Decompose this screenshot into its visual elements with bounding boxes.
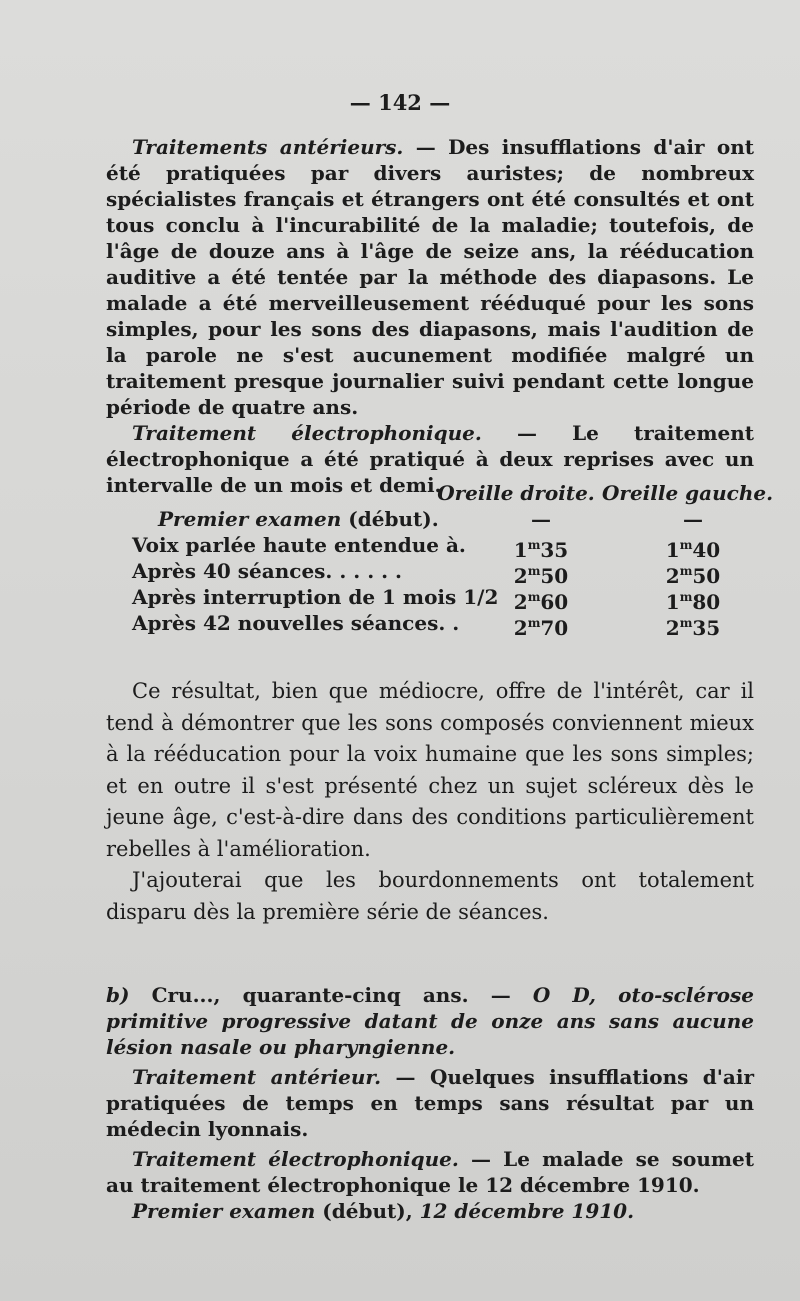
heading-previous-treatment-b: Traitement antérieur. xyxy=(132,1065,382,1089)
left-ear-value-centimeters: 40 xyxy=(692,538,721,562)
row-label: Après 40 séances. . . . . . xyxy=(132,559,403,583)
exam-label-rest: (début). xyxy=(341,507,439,531)
right-ear-value-centimeters: 35 xyxy=(540,538,569,562)
right-ear-value-centimeters: 70 xyxy=(540,616,569,640)
dash-right: — xyxy=(531,507,551,531)
discussion-paragraph-1: Ce résultat, bien que médiocre, offre de l'intérêt, car il tend à démontrer que les sons composés conviennent mieux à la rééducation pour la voix humaine que les sons simples; et en outre il s'est présenté chez un sujet scléreux dès le jeune âge, c'est-à-dire dans des conditions particulièrement rebelles à l'amélioration. xyxy=(106,679,754,861)
heading-first-exam-b: Premier examen xyxy=(132,1199,316,1223)
left-ear-value xyxy=(634,610,752,641)
left-ear-value-unit: m xyxy=(679,538,693,552)
exam-label-italic: Premier examen xyxy=(158,507,342,531)
table-row xyxy=(106,558,754,588)
paragraph-previous-treatment-b xyxy=(106,1064,754,1142)
left-ear-value-unit: m xyxy=(679,616,693,630)
case-b-label: b) xyxy=(106,983,130,1007)
dash-left: — xyxy=(683,507,703,531)
table-row xyxy=(106,584,754,614)
section-a xyxy=(106,134,754,498)
table-body xyxy=(106,532,754,640)
heading-electrophonic-b: Traitement électrophonique. xyxy=(132,1147,459,1171)
right-ear-value-unit: m xyxy=(527,564,541,578)
left-ear-value-centimeters: 80 xyxy=(692,590,721,614)
table-row xyxy=(106,532,754,562)
left-ear-value-centimeters: 50 xyxy=(692,564,721,588)
table-row xyxy=(106,610,754,640)
right-ear-value-centimeters: 50 xyxy=(540,564,569,588)
discussion-paragraph-2: J'ajouterai que les bourdonnements ont totalement disparu dès la première série de séances. xyxy=(106,868,754,924)
case-b-name: Cru..., quarante-cinq ans. — xyxy=(129,983,533,1007)
right-ear-value xyxy=(482,610,600,641)
text-electrophonic-b: — Le malade se soumet au traitement électrophonique le 12 décembre 1910. xyxy=(106,1147,754,1197)
text-previous-treatments: — Des insufflations d'air ont été pratiquées par divers auristes; de nombreux spécialistes français et étrangers ont été consultés et ont tous conclu à l'incurabilité de la maladie; toutefois, de l'âge de douze ans à l'âge de seize ans, la rééducation auditive a été tentée par la méthode des diapasons. Le malade a été merveilleusement rééduqué pour les sons simples, pour les sons des diapasons, mais l'audition de la parole ne s'est aucunement modifiée malgré un traitement presque journalier suivi pendant cette longue période de quatre ans. xyxy=(106,135,755,419)
table-header-row xyxy=(106,480,774,506)
left-ear-value-meters: 2 xyxy=(665,616,680,640)
paragraph-previous-treatments xyxy=(106,134,754,420)
left-ear-value-unit: m xyxy=(679,590,693,604)
case-b-description: O D, oto-sclérose primitive progressive datant de onze ans sans aucune lésion nasale ou pharyngienne. xyxy=(106,983,754,1059)
left-ear-value-centimeters: 35 xyxy=(692,616,721,640)
right-ear-value-meters: 1 xyxy=(513,538,528,562)
discussion xyxy=(106,676,754,928)
right-ear-value-meters: 2 xyxy=(513,564,528,588)
heading-electrophonic: Traitement électrophonique. xyxy=(132,421,482,445)
right-ear-value-unit: m xyxy=(527,616,541,630)
paragraph-first-exam-b xyxy=(106,1198,754,1224)
text-previous-treatment-b: — Quelques insufflations d'air pratiquées de temps en temps sans résultat par un médecin lyonnais. xyxy=(106,1065,755,1141)
row-label: Après interruption de 1 mois 1/2 xyxy=(132,585,499,609)
paragraph-electrophonic-b xyxy=(106,1146,754,1198)
left-ear-value-meters: 1 xyxy=(665,538,680,562)
table-row xyxy=(106,506,754,532)
right-ear-value-centimeters: 60 xyxy=(540,590,569,614)
exam-label xyxy=(158,506,439,532)
left-ear-value-meters: 1 xyxy=(665,590,680,614)
right-ear-value-meters: 2 xyxy=(513,590,528,614)
row-label: Après 42 nouvelles séances. . xyxy=(132,611,460,635)
date-first-exam-b: 12 décembre 1910. xyxy=(419,1199,635,1223)
text-first-exam-b: (début), xyxy=(315,1199,420,1223)
heading-previous-treatments: Traitements antérieurs. xyxy=(132,135,404,159)
text-electrophonic: — Le traitement électrophonique a été pratiqué à deux reprises avec un intervalle de un mois et demi. xyxy=(106,421,754,497)
left-ear-value-meters: 2 xyxy=(665,564,680,588)
section-b xyxy=(106,982,754,1224)
page-number: — 142 — xyxy=(349,90,451,115)
header-right-ear: Oreille droite. xyxy=(437,481,595,505)
row-label: Voix parlée haute entendue à. xyxy=(132,533,466,557)
right-ear-value-unit: m xyxy=(527,590,541,604)
case-b-heading xyxy=(106,982,754,1060)
hearing-table xyxy=(106,480,774,640)
right-ear-value-meters: 2 xyxy=(513,616,528,640)
left-ear-value-unit: m xyxy=(679,564,693,578)
header-left-ear: Oreille gauche. xyxy=(602,481,774,505)
right-ear-value-unit: m xyxy=(527,538,541,552)
